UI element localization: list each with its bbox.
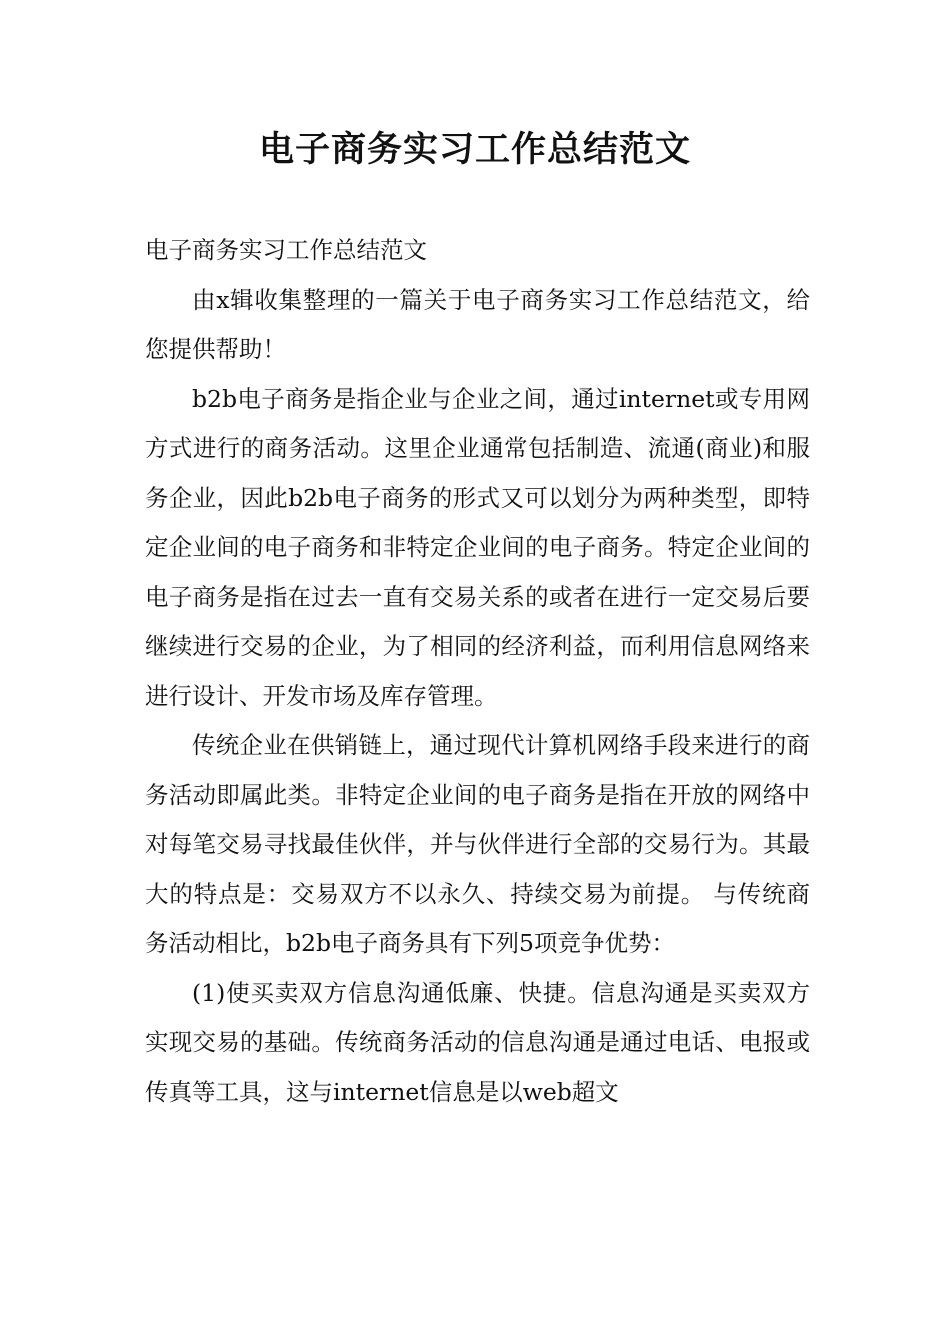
traditional-enterprise-paragraph: 传统企业在供销链上，通过现代计算机网络手段来进行的商务活动即属此类。非特定企业间的电子商务是指在开放的网络中对每笔交易寻找最佳伙伴，并与伙伴进行全部的交易行为。其最大的特点是：交易双方不以永久、持续交易为前提。 与传统商务活动相比，b2b电子商务具有下列5项竞争优势： [145, 731, 810, 957]
document-title: 电子商务实习工作总结范文 [258, 129, 691, 170]
subtitle-paragraph: 电子商务实习工作总结范文 [145, 236, 427, 264]
intro-paragraph: 由x辑收集整理的一篇关于电子商务实习工作总结范文，给您提供帮助！ [145, 285, 810, 363]
b2b-definition-paragraph: b2b电子商务是指企业与企业之间，通过internet或专用网方式进行的商务活动。这里企业通常包括制造、流通(商业)和服务企业，因此b2b电子商务的形式又可以划分为两种类型，即特定企业间的电子商务和非特定企业间的电子商务。特定企业间的电子商务是指在过去一直有交易关系的或者在进行一定交易后要继续进行交易的企业，为了相同的经济利益，而利用信息网络来进行设计、开发市场及库存管理。 [145, 384, 810, 710]
advantage-1-paragraph: (1)使买卖双方信息沟通低廉、快捷。信息沟通是买卖双方实现交易的基础。传统商务活动的信息沟通是通过电话、电报或传真等工具，这与internet信息是以web超文 [145, 978, 810, 1106]
document-body [145, 226, 810, 1117]
